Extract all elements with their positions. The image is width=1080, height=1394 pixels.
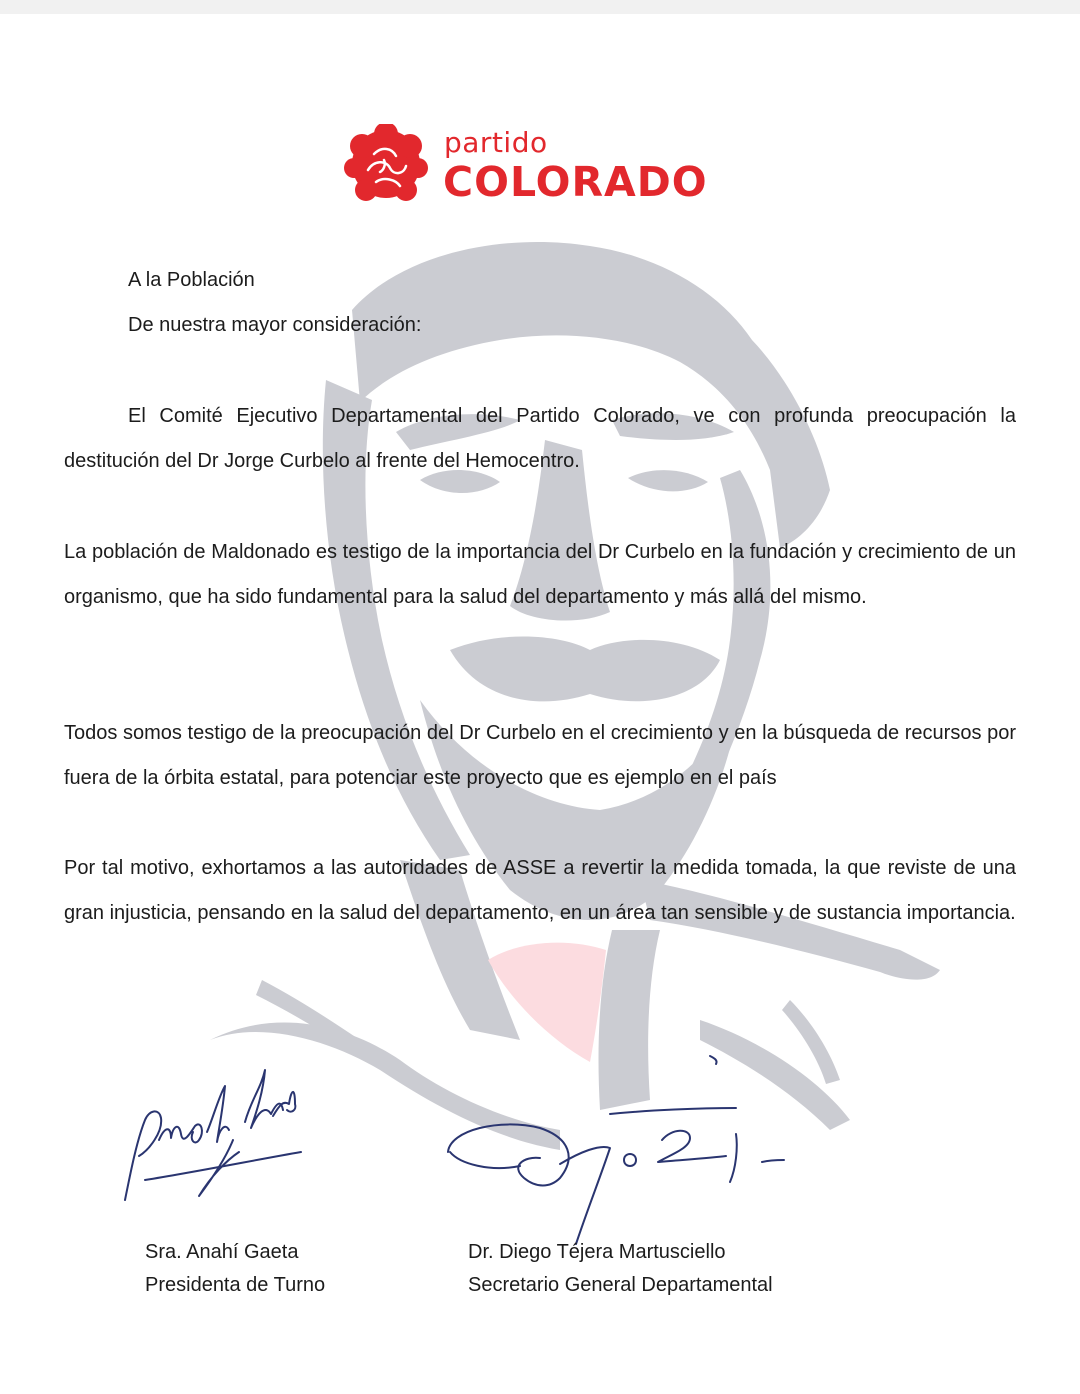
signatory-2-title: Secretario General Departamental — [468, 1274, 773, 1296]
letter-salutation: De nuestra mayor consideración: — [128, 314, 422, 336]
logo-wordmark-partido: partido — [444, 126, 548, 159]
carnation-logo-icon — [344, 124, 428, 204]
signatory-2-name: Dr. Diego Téjera Martusciello — [468, 1241, 726, 1263]
signature-tejera — [440, 1048, 790, 1248]
letter-paragraph-3: Todos somos testigo de la preocupación del Dr Curbelo en el crecimiento y en la búsqueda de recursos por fuera de la órbita estatal, para potenciar este proyecto que es ejemplo en el país — [64, 722, 1016, 789]
signatory-1-title: Presidenta de Turno — [145, 1274, 326, 1296]
letter-paragraph-2: La población de Maldonado es testigo de la importancia del Dr Curbelo en la fundación y crecimiento de un organismo, que ha sido fundamental para la salud del departamento y más allá del mismo. — [64, 541, 1016, 608]
signature-gaeta — [115, 1060, 315, 1210]
letter-greeting: A la Población — [128, 269, 255, 291]
letter-paragraph-4: Por tal motivo, exhortamos a las autoridades de ASSE a revertir la medida tomada, la que reviste de una gran injusticia, pensando en la salud del departamento, en un área tan sensible y de sustancia importancia. — [64, 857, 1016, 924]
party-letterhead — [344, 122, 764, 212]
letter-paragraph-1: El Comité Ejecutivo Departamental del Partido Colorado, ve con profunda preocupación la destitución del Dr Jorge Curbelo al frente del Hemocentro. — [64, 405, 1016, 472]
logo-wordmark-colorado: COLORADO — [443, 158, 708, 206]
signatory-1-name: Sra. Anahí Gaeta — [145, 1241, 299, 1263]
